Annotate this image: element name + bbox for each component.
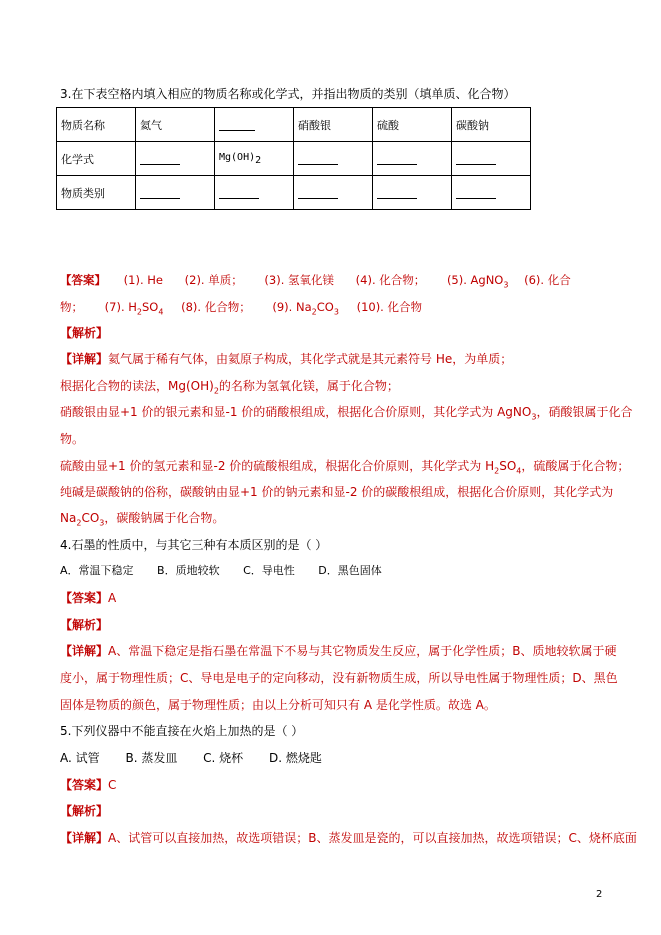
fill-blank bbox=[219, 118, 255, 131]
answer-3: (3). 氢氧化镁 bbox=[264, 273, 335, 287]
answer-tag: 【答案】 bbox=[60, 273, 106, 287]
row-label-name: 物质名称 bbox=[57, 108, 136, 142]
cell-formula-blank bbox=[373, 142, 452, 176]
cell-category-blank bbox=[294, 176, 373, 210]
q4-detail-line3: 固体是物质的颜色，属于物理性质；由以上分析可知只有 A 是化学性质。故选 A。 bbox=[60, 698, 496, 712]
row-label-formula: 化学式 bbox=[57, 142, 136, 176]
answer-10: (10). 化合物 bbox=[356, 300, 422, 314]
q5-option-a: A. 试管 bbox=[60, 751, 100, 765]
q5-analysis-tag: 【解析】 bbox=[60, 804, 109, 818]
fill-blank bbox=[456, 152, 496, 165]
q4-option-d: D．黑色固体 bbox=[318, 564, 382, 577]
page-number: 2 bbox=[596, 889, 603, 900]
q5-option-b: B. 蒸发皿 bbox=[125, 751, 178, 765]
q3-answer-line1 bbox=[60, 272, 611, 293]
answer-7: (7). $H_2SO_4$ bbox=[104, 300, 164, 317]
q4-detail-line2: 度小，属于物理性质；C、导电是电子的定向移动，没有新物质生成，所以导电性属于物理性质；D、黑色 bbox=[60, 671, 618, 685]
q3-detail-line7: $Na_2CO_3$，碳酸钠属于化合物。 bbox=[60, 511, 225, 528]
cell-category-blank bbox=[136, 176, 215, 210]
q4-answer: 【答案】A bbox=[60, 591, 117, 605]
fill-blank bbox=[140, 152, 180, 165]
cell-name: 氦气 bbox=[136, 108, 215, 142]
cell-name-blank bbox=[215, 108, 294, 142]
q5-answer: 【答案】C bbox=[60, 778, 117, 792]
cell-category-blank bbox=[215, 176, 294, 210]
q4-option-c: C．导电性 bbox=[243, 564, 295, 577]
cell-name: 硫酸 bbox=[373, 108, 452, 142]
answer-6-cont: 物； bbox=[60, 300, 83, 314]
answer-6: (6). 化合 bbox=[524, 273, 571, 287]
q3-detail-line3: 硝酸银由显+1 价的银元素和显-1 价的硝酸根组成，根据化合价原则，其化学式为 AgNO$_3$，硝酸银属于化合 bbox=[60, 405, 633, 422]
cell-category-blank bbox=[452, 176, 531, 210]
cell-formula-blank bbox=[136, 142, 215, 176]
q4-detail-line1: 【详解】A、常温下稳定是指石墨在常温下不易与其它物质发生反应，属于化学性质；B、质地较软属于硬 bbox=[60, 644, 617, 658]
q5-option-d: D. 燃烧匙 bbox=[269, 751, 322, 765]
fill-blank bbox=[219, 186, 259, 199]
table-row bbox=[57, 108, 531, 142]
answer-2: (2). 单质； bbox=[184, 273, 243, 287]
table-row bbox=[57, 176, 531, 210]
q3-title: 3.在下表空格内填入相应的物质名称或化学式，并指出物质的类别（填单质、化合物） bbox=[60, 87, 516, 101]
row-label-category: 物质类别 bbox=[57, 176, 136, 210]
answer-4: (4). 化合物； bbox=[355, 273, 426, 287]
answer-1: (1). He bbox=[123, 273, 163, 287]
formula-mgoh2: Mg(OH) bbox=[219, 152, 256, 164]
cell-category-blank bbox=[373, 176, 452, 210]
q3-detail-line1: 【详解】氦气属于稀有气体，由氦原子构成，其化学式就是其元素符号 He，为单质； bbox=[60, 352, 513, 366]
fill-blank bbox=[456, 186, 496, 199]
cell-formula-given bbox=[215, 142, 294, 176]
q5-option-c: C. 烧杯 bbox=[203, 751, 244, 765]
q4-title: 4.石墨的性质中，与其它三种有本质区别的是（ ） bbox=[60, 538, 328, 552]
q4-option-a: A．常温下稳定 bbox=[60, 564, 134, 577]
fill-blank bbox=[140, 186, 180, 199]
fill-blank bbox=[298, 186, 338, 199]
q5-detail-line1: 【详解】A、试管可以直接加热，故选项错误；B、蒸发皿是瓷的，可以直接加热，故选项错误；C、烧杯底面 bbox=[60, 831, 637, 845]
q5-title: 5.下列仪器中不能直接在火焰上加热的是（ ） bbox=[60, 724, 304, 738]
q3-table bbox=[56, 107, 531, 210]
cell-formula-blank bbox=[294, 142, 373, 176]
q3-analysis-tag: 【解析】 bbox=[60, 326, 109, 340]
fill-blank bbox=[377, 152, 417, 165]
cell-formula-blank bbox=[452, 142, 531, 176]
answer-8: (8). 化合物； bbox=[181, 300, 251, 314]
q4-option-b: B．质地较软 bbox=[157, 564, 220, 577]
answer-5: (5). AgNO$_3$ bbox=[446, 273, 509, 290]
q3-detail-line5: 硫酸由显+1 价的氢元素和显-2 价的硫酸根组成，根据化合价原则，其化学式为 $H_2SO_4$，硫酸属于化合物； bbox=[60, 459, 630, 476]
formula-subscript: 2 bbox=[255, 155, 262, 167]
fill-blank bbox=[298, 152, 338, 165]
q3-detail-line6: 纯碱是碳酸钠的俗称，碳酸钠由显+1 价的钠元素和显-2 价的碳酸根组成，根据化合价原则，其化学式为 bbox=[60, 485, 614, 499]
q5-options bbox=[60, 750, 611, 766]
q4-analysis-tag: 【解析】 bbox=[60, 618, 109, 632]
answer-9: (9). $Na_2CO_3$ bbox=[272, 300, 339, 317]
cell-name: 硝酸银 bbox=[294, 108, 373, 142]
cell-name: 碳酸钠 bbox=[452, 108, 531, 142]
table-row bbox=[57, 142, 531, 176]
q3-detail-line2: 根据化合物的读法，$Mg(OH)_2$的名称为氢氧化镁，属于化合物； bbox=[60, 379, 399, 396]
fill-blank bbox=[377, 186, 417, 199]
q4-options bbox=[60, 563, 611, 579]
q3-detail-line4: 物。 bbox=[60, 432, 85, 446]
q3-answer-line2 bbox=[60, 299, 611, 320]
